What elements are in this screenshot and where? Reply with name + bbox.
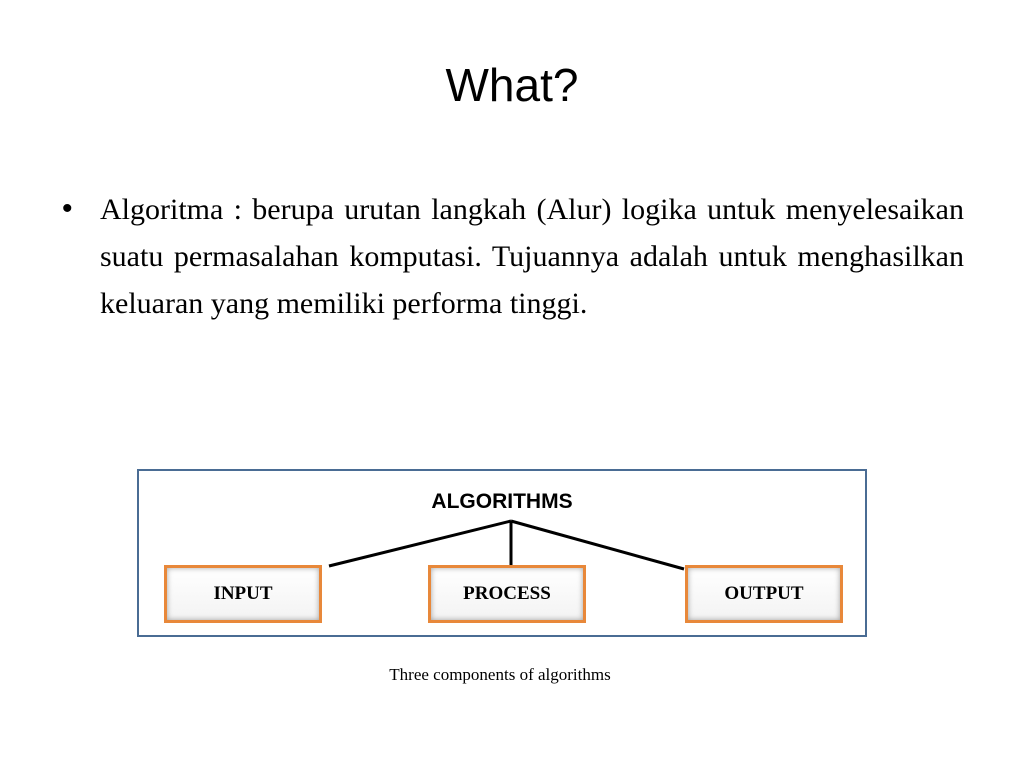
slide-title: What? — [445, 59, 579, 111]
algorithms-diagram — [137, 469, 867, 637]
bullet-text: Algoritma : berupa urutan langkah (Alur) logika untuk menyelesaikan suatu permasalahan komputasi. Tujuannya adalah untuk menghasilkan keluaran yang memiliki performa tinggi. — [100, 193, 964, 320]
bullet-dot: • — [62, 192, 73, 225]
connector-input — [329, 521, 511, 566]
output-label: OUTPUT — [724, 583, 804, 604]
connector-output — [511, 521, 684, 569]
output-box — [685, 565, 843, 623]
diagram-title: ALGORITHMS — [431, 490, 573, 513]
process-label: PROCESS — [463, 583, 551, 604]
input-box — [164, 565, 322, 623]
bullet-item — [62, 186, 964, 327]
diagram-caption: Three components of algorithms — [389, 665, 611, 684]
process-box — [428, 565, 586, 623]
input-label: INPUT — [213, 583, 273, 604]
